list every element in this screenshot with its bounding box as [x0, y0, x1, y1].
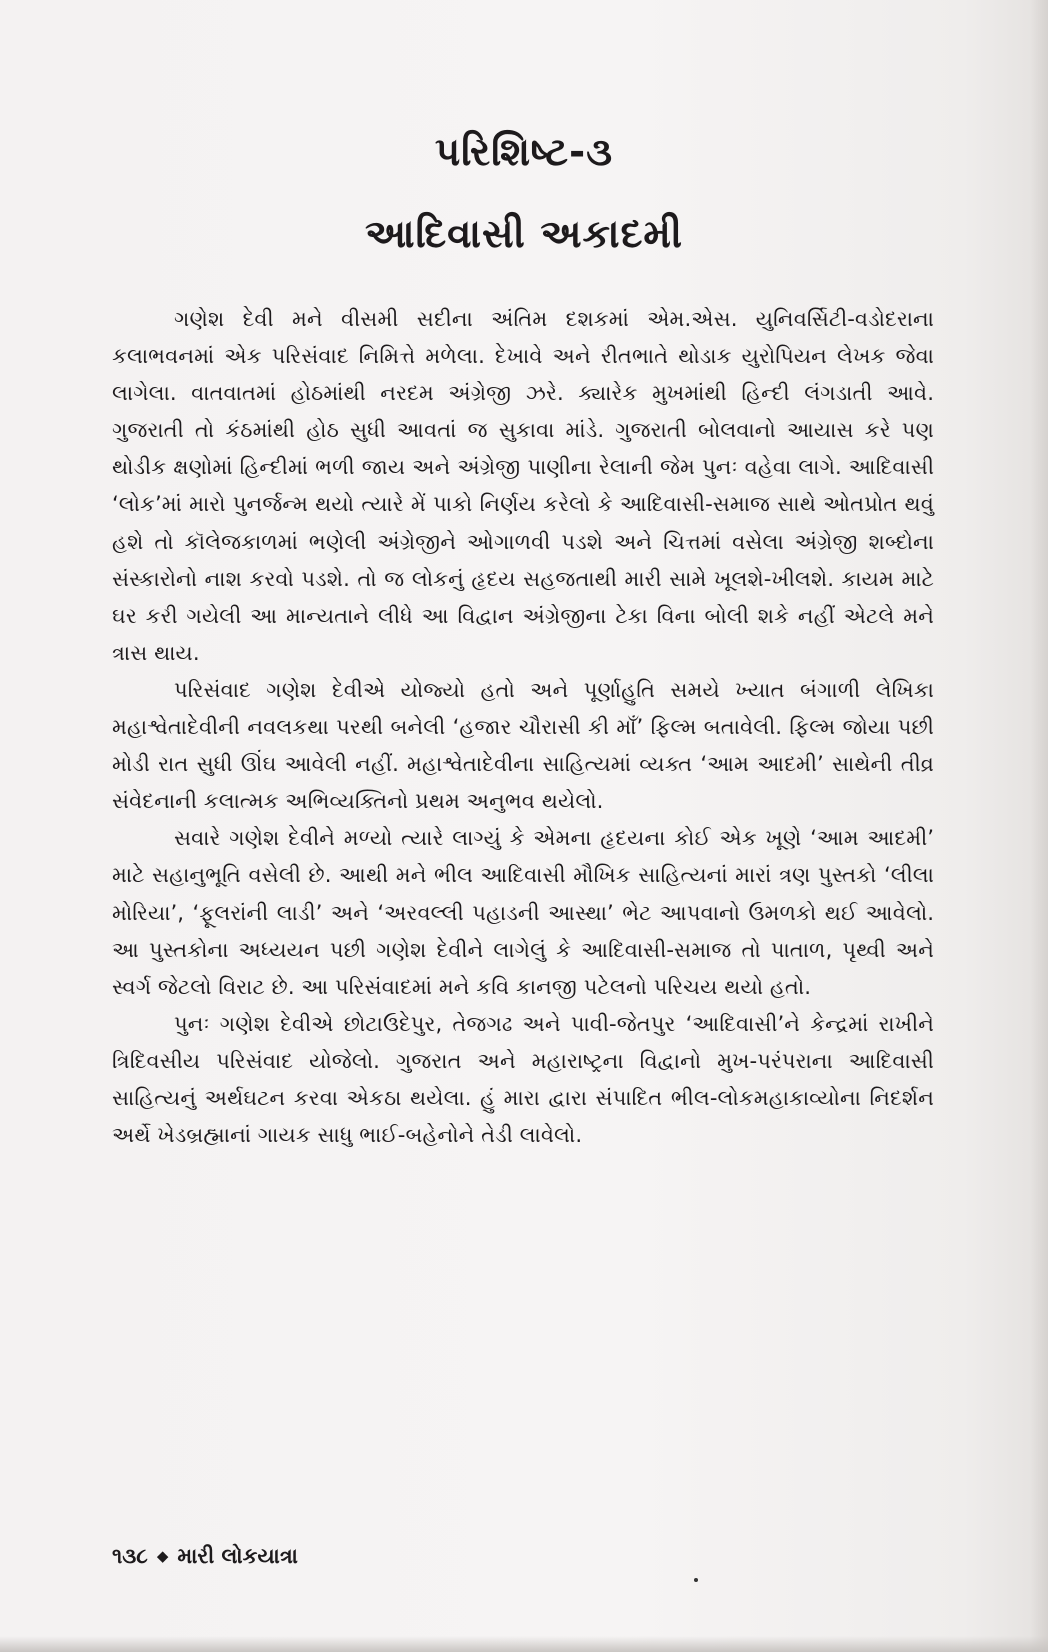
paper-speck — [694, 1578, 698, 1582]
paragraph-1: ગણેશ દેવી મને વીસમી સદીના અંતિમ દશકમાં એમ.એસ. યુનિવર્સિટી-વડોદરાના કલાભવનમાં એક પરિસંવાદ નિમિત્તે મળેલા. દેખાવે અને રીતભાતે થોડાક યુરોપિયન લેખક જેવા લાગેલા. વાતવાતમાં હોઠમાંથી નરદમ અંગ્રેજી ઝરે. ક્યારેક મુખમાંથી હિન્દી લંગડાતી આવે. ગુજરાતી તો કંઠમાંથી હોઠ સુધી આવતાં જ સુકાવા માંડે. ગુજરાતી બોલવાનો આયાસ કરે પણ થોડીક ક્ષણોમાં હિન્દીમાં ભળી જાય અને અંગ્રેજી પાણીના રેલાની જેમ પુનઃ વહેવા લાગે. આદિવાસી ‘લોક’માં મારો પુનર્જન્મ થયો ત્યારે મેં પાકો નિર્ણય કરેલો કે આદિવાસી-સમાજ સાથે ઓતપ્રોત થવું હશે તો કૉલેજકાળમાં ભણેલી અંગ્રેજીને ઓગાળવી પડશે અને ચિત્તમાં વસેલા અંગ્રેજી શબ્દોના સંસ્કારોનો નાશ કરવો પડશે. તો જ લોકનું હૃદય સહજતાથી મારી સામે ખૂલશે-ખીલશે. કાયમ માટે ઘર કરી ગયેલી આ માન્યતાને લીધે આ વિદ્વાન અંગ્રેજીના ટેકા વિના બોલી શકે નહીં એટલે મને ત્રાસ થાય. — [112, 306, 934, 665]
body-text — [112, 300, 934, 1153]
paragraph-4: પુનઃ ગણેશ દેવીએ છોટાઉદેપુર, તેજગઢ અને પાવી-જેતપુર ‘આદિવાસી’ને કેન્દ્રમાં રાખીને ત્રિદિવસીય પરિસંવાદ યોજેલો. ગુજરાત અને મહારાષ્ટ્રના વિદ્વાનો મુખ-પરંપરાના આદિવાસી સાહિત્યનું અર્થઘટન કરવા એકઠા થયેલા. હું મારા દ્વારા સંપાદિત ભીલ-લોકમહાકાવ્યોના નિદર્શન અર્થે ખેડબ્રહ્માનાં ગાયક સાધુ ભાઈ-બહેનોને તેડી લાવેલો. — [112, 1010, 934, 1148]
chapter-subtitle: આદિવાસી અકાદમી — [364, 212, 684, 257]
diamond-separator-icon: ◆ — [156, 1547, 169, 1565]
page-footer — [112, 1544, 298, 1569]
chapter-title: પરિશિષ્ટ-૩ — [434, 130, 614, 175]
page-number: ૧૩૮ — [112, 1544, 148, 1568]
paragraph-2: પરિસંવાદ ગણેશ દેવીએ યોજ્યો હતો અને પૂર્ણાહુતિ સમયે ખ્યાત બંગાળી લેખિકા મહાશ્વેતાદેવીની નવલકથા પરથી બનેલી ‘હજાર ચૌરાસી કી માઁ’ ફિલ્મ બતાવેલી. ફિલ્મ જોયા પછી મોડી રાત સુધી ઊંઘ આવેલી નહીં. મહાશ્વેતાદેવીના સાહિત્યમાં વ્યક્ત ‘આમ આદમી’ સાથેની તીવ્ર સંવેદનાની કલાત્મક અભિવ્યક્તિનો પ્રથમ અનુભવ થયેલો. — [112, 676, 934, 814]
book-title: મારી લોકયાત્રા — [177, 1544, 298, 1568]
page-bottom-shadow — [0, 1636, 1048, 1652]
paragraph-3: સવારે ગણેશ દેવીને મળ્યો ત્યારે લાગ્યું કે એમના હૃદયના કોઈ એક ખૂણે ‘આમ આદમી’ માટે સહાનુભૂતિ વસેલી છે. આથી મને ભીલ આદિવાસી મૌખિક સાહિત્યનાં મારાં ત્રણ પુસ્તકો ‘લીલા મોરિયા’, ‘ફૂલરાંની લાડી’ અને ‘અરવલ્લી પહાડની આસ્થા’ ભેટ આપવાનો ઉમળકો થઈ આવેલો. આ પુસ્તકોના અધ્યયન પછી ગણેશ દેવીને લાગેલું કે આદિવાસી-સમાજ તો પાતાળ, પૃથ્વી અને સ્વર્ગ જેટલો વિરાટ છે. આ પરિસંવાદમાં મને કવિ કાનજી પટેલનો પરિચય થયો હતો. — [112, 825, 934, 999]
